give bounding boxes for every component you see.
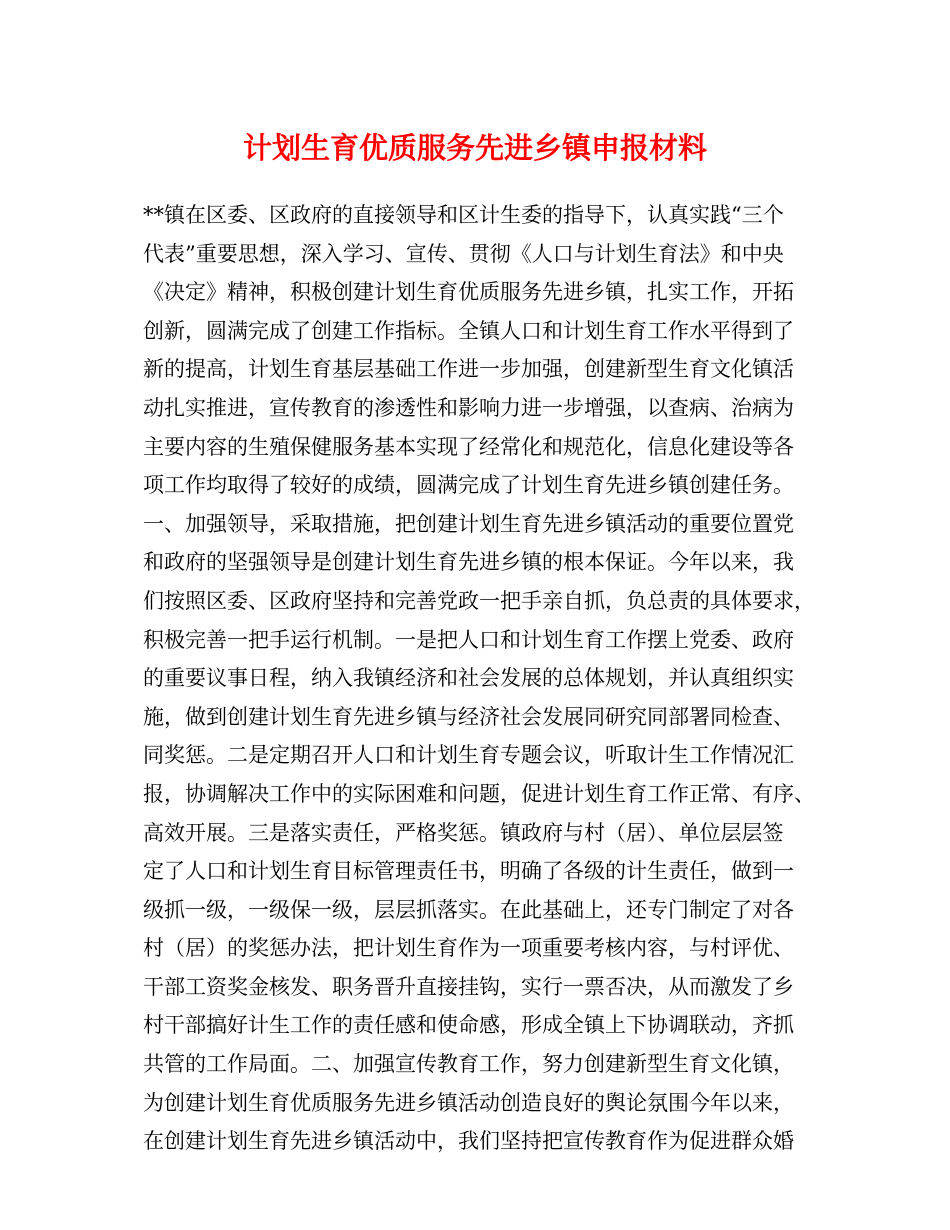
document-body (143, 196, 833, 1161)
body-line: 村（居）的奖惩办法，把计划生育作为一项重要考核内容，与村评优、 (143, 936, 794, 961)
body-line: 为创建计划生育优质服务先进乡镇活动创造良好的舆论氛围今年以来， (143, 1090, 794, 1115)
body-line: 代表”重要思想，深入学习、宣传、贯彻《人口与计划生育法》和中央 (143, 241, 784, 266)
body-line: 定了人口和计划生育目标管理责任书，明确了各级的计生责任，做到一 (143, 859, 794, 884)
body-line: 项工作均取得了较好的成绩，圆满完成了计划生育先进乡镇创建任务。 (143, 473, 794, 498)
body-line: 创新，圆满完成了创建工作指标。全镇人口和计划生育工作水平得到了 (143, 318, 794, 343)
body-line: 一、加强领导，采取措施，把创建计划生育先进乡镇活动的重要位置党 (143, 511, 794, 536)
body-line: 共管的工作局面。二、加强宣传教育工作，努力创建新型生育文化镇， (143, 1052, 794, 1077)
body-line: 新的提高，计划生育基层基础工作进一步加强，创建新型生育文化镇活 (143, 357, 794, 382)
body-line: 级抓一级，一级保一级，层层抓落实。在此基础上，还专门制定了对各 (143, 897, 794, 922)
body-line: 同奖惩。二是定期召开人口和计划生育专题会议，听取计生工作情况汇 (143, 743, 794, 768)
body-line: 动扎实推进，宣传教育的渗透性和影响力进一步增强，以查病、治病为 (143, 395, 794, 420)
body-line: 干部工资奖金核发、职务晋升直接挂钩，实行一票否决，从而激发了乡 (143, 974, 794, 999)
body-line: 们按照区委、区政府坚持和完善党政一把手亲自抓，负总责的具体要求， (143, 588, 815, 613)
body-line: **镇在区委、区政府的直接领导和区计生委的指导下，认真实践“三个 (143, 203, 784, 227)
body-line: 《决定》精神，积极创建计划生育优质服务先进乡镇，扎实工作，开拓 (143, 280, 794, 305)
body-line: 高效开展。三是落实责任，严格奖惩。镇政府与村（居）、单位层层签 (143, 820, 784, 845)
body-line: 施，做到创建计划生育先进乡镇与经济社会发展同研究同部署同检查、 (143, 704, 794, 729)
body-line: 和政府的坚强领导是创建计划生育先进乡镇的根本保证。今年以来，我 (143, 550, 794, 575)
body-line: 主要内容的生殖保健服务基本实现了经常化和规范化，信息化建设等各 (143, 434, 794, 459)
body-line: 的重要议事日程，纳入我镇经济和社会发展的总体规划，并认真组织实 (143, 666, 794, 691)
body-line: 积极完善一把手运行机制。一是把人口和计划生育工作摆上党委、政府 (143, 627, 794, 652)
body-line: 报，协调解决工作中的实际困难和问题，促进计划生育工作正常、有序、 (143, 781, 815, 806)
document-title: 计划生育优质服务先进乡镇申报材料 (242, 131, 707, 165)
body-line: 在创建计划生育先进乡镇活动中，我们坚持把宣传教育作为促进群众婚 (143, 1129, 794, 1154)
body-line: 村干部搞好计生工作的责任感和使命感，形成全镇上下协调联动，齐抓 (143, 1013, 794, 1038)
